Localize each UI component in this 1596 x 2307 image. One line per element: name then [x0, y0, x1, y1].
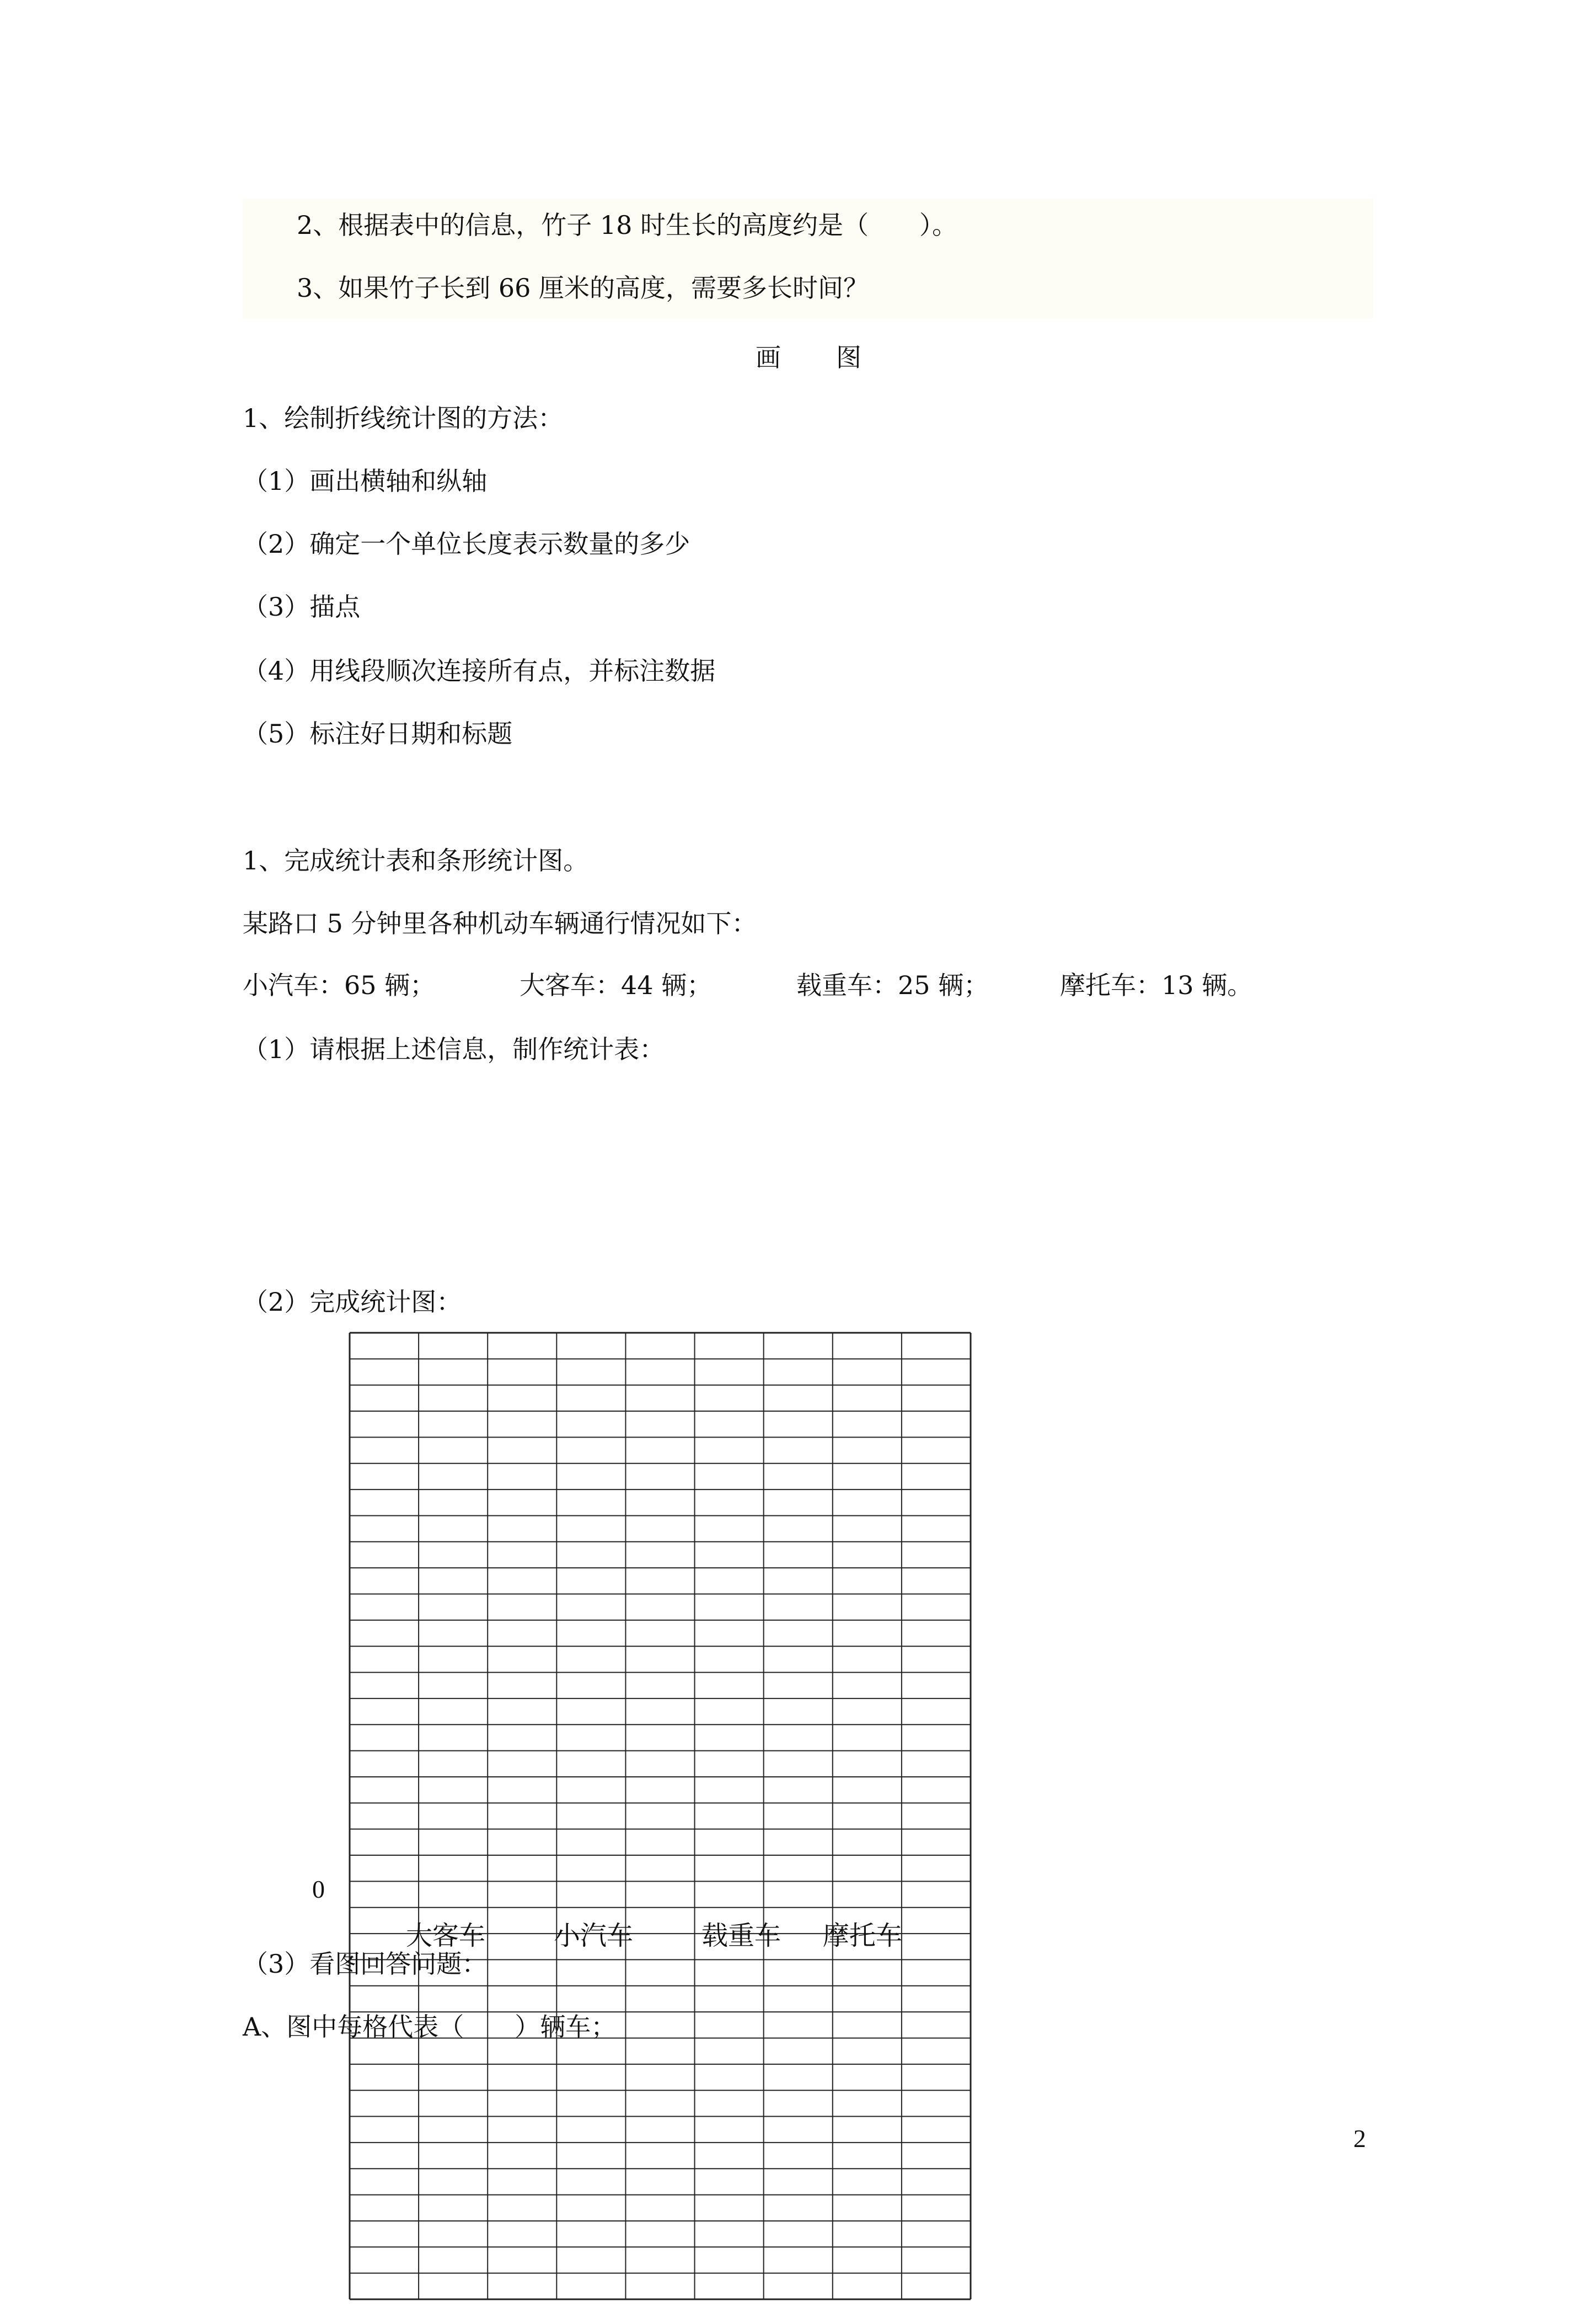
page-number: 2 [1353, 2124, 1366, 2153]
section-title: 画图 [756, 343, 917, 372]
method-step-2: （2）确定一个单位长度表示数量的多少 [243, 529, 690, 559]
method-step-1: （1）画出横轴和纵轴 [243, 466, 488, 496]
vehicle-car: 小汽车：65 辆； [243, 970, 436, 1000]
method-step-3: （3）描点 [243, 592, 361, 622]
vehicle-truck: 载重车：25 辆； [796, 970, 989, 1000]
x-tick-label-motorcycle: 摩托车 [823, 1921, 903, 1951]
exercise-heading: 1、完成统计表和条形统计图。 [243, 846, 589, 875]
origin-label: 0 [312, 1875, 325, 1903]
x-tick-label-truck: 载重车 [701, 1921, 781, 1951]
vehicle-bus: 大客车：44 辆； [519, 970, 713, 1000]
method-heading: 1、绘制折线统计图的方法： [243, 403, 564, 433]
method-step-4: （4）用线段顺次连接所有点，并标注数据 [243, 656, 716, 686]
question-a: A、图中每格代表（ ）辆车； [243, 2012, 617, 2042]
question-3: 3、如果竹子长到 66 厘米的高度，需要多长时间？ [297, 273, 869, 303]
method-step-5: （5）标注好日期和标题 [243, 719, 513, 749]
x-tick-label-bus: 大客车 [406, 1921, 486, 1951]
vehicle-motorcycle: 摩托车：13 辆。 [1060, 970, 1253, 1000]
x-tick-label-car: 小汽车 [554, 1921, 634, 1951]
bar-chart-grid [347, 1331, 976, 2307]
part-2: （2）完成统计图： [243, 1287, 462, 1317]
part-1: （1）请根据上述信息，制作统计表： [243, 1034, 665, 1064]
exercise-intro: 某路口 5 分钟里各种机动车辆通行情况如下： [243, 909, 757, 938]
question-2: 2、根据表中的信息，竹子 18 时生长的高度约是（ ）。 [297, 210, 958, 240]
part-3: （3）看图回答问题： [243, 1949, 488, 1979]
